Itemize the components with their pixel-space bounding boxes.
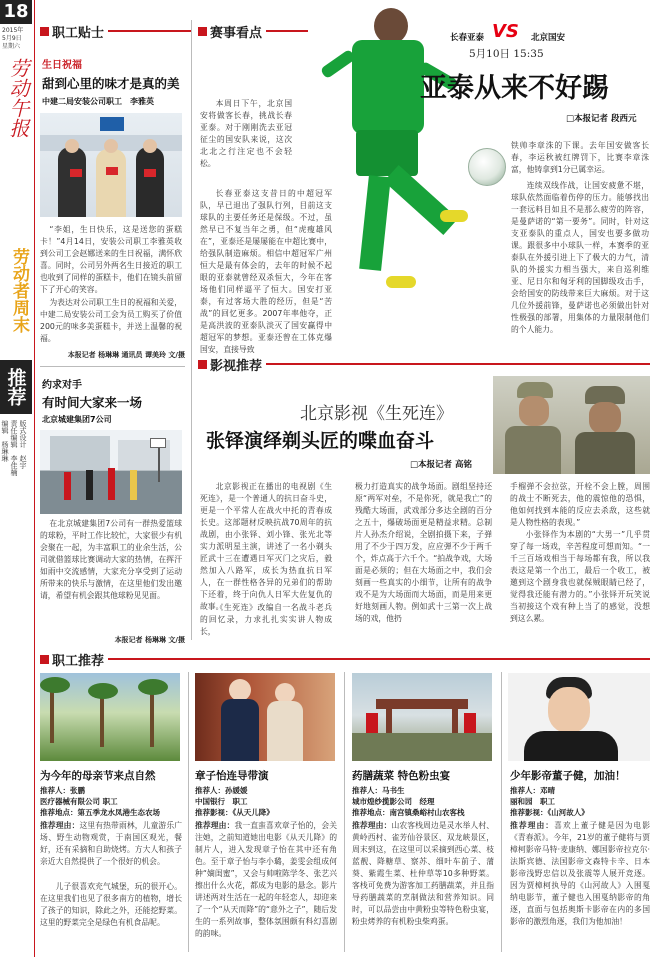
rec-4-title: 少年影帝董子健，加油！ bbox=[510, 770, 626, 782]
rec-2-photo bbox=[195, 673, 335, 761]
birthday-byline: 本报记者 杨琳琳 通讯员 谭美玲 文/摄 bbox=[67, 351, 185, 359]
rec-3-meta: 推荐人：马书生 城市煌纱揽影公司 经理 推荐地点：南宫镇桑峪村山农客栈 bbox=[352, 786, 465, 817]
rec-1-meta: 推荐人：张鹏 医疗器械有限公司 职工 推荐地点：第五季龙水凤港生态农场 bbox=[40, 786, 160, 817]
match-body-2: 长春亚泰这支昔日的中超冠军队，早已退出了强队行列，目前这支球队的主要任务还是保级。不过，虽然早已不复当年之勇，但“虎瘦雄风在”，亚泰还是屡屡能在中超比赛中，给强队制造麻烦。相信中超冠军广州恒大是最有体会的，去年的时候不起眼的亚泰就曾经双杀恒大，今年在客场他们同样逼平了恒大。国安打亚泰，有过客场大胜的经历，但是“苦战”的回忆更多。2007年率他夺，正是高洪波的亚泰队淡灭了国安赢得中超冠军的梦想。亚泰还曾在工体克爆国安，直接导致 bbox=[200, 189, 332, 354]
match-invite-title: 有时间大家来一场 bbox=[42, 395, 143, 410]
film-col-2: 极力打造真实的战争场面。剧组坚持还原“两军对垒，不是你死，就是我亡”的残酷大场面，武戏部分多达全剧的百分之五十，爆破场面更是精益求精。总制片人孙杰介绍说，全剧拍摄下来，子弹用了不少于四万发，应应弹不少于两千个，炸点高于六千个。“拍战争戏，大场面是必须的；但在大场面之中，我们会刻画一些真实的小细节，让所有的战争戏不是为大场面而大场面，而是用来更好地刻画人物。例如武十三第一次上战场的戏，他扔 bbox=[355, 482, 492, 623]
rec-2-meta: 推荐人：孙媛媛 中国银行 职工 推荐影视：《从天儿降》 bbox=[195, 786, 274, 817]
team-away: 北京国安 bbox=[531, 33, 566, 43]
film-col-3: 手榴弹不会拉弦，开栓不会上膛，周围的战士不断死去，他的震惊他的恐惧，他如何找到本能的反应去杀敌，这些就是人物性格的表现。” bbox=[510, 482, 650, 527]
invite-body: 在北京城建集团7公司有一群热爱篮球的球粉，平时工作比较忙，大家很少有机会聚在一起，为丰富职工的业余生活，公司就借篮球比赛调动大家的热情，在挥汗如雨中交流感情，大家充分享受到了运动所带来的快乐与激情，在这里他们发出邀请，希望有机会跟其他球粉见见面。 bbox=[40, 519, 182, 600]
staff-tips-header: 职工贴士 bbox=[40, 22, 192, 40]
paper-logo: 劳动午报 bbox=[6, 58, 30, 138]
rec-3-reason: 推荐理由：山农客栈周边是灵水举人村、黄岭西村、雀芳仙谷景区、双龙峡景区，周末到这，在这里可以采摘到西心菜、枝蓝靓、降糖草、察苏、细叶车前子、蒲葵、紫霞生菜、杜仲草等10多种野菜。客栈可免费为游客加工药膳蔬菜，并且指导药膳蔬菜的烹制做法和营养知识。同时，可以品尝由中黄粉虫等特色粉虫宴，粉虫烤养的有机粉虫柴鸡蛋。 bbox=[352, 821, 495, 926]
issue-date: 2015年 5月9日 星期六 bbox=[2, 27, 24, 50]
film-still bbox=[493, 376, 650, 474]
film-col-3b: 小张铎作为本剧的“大男一”几乎贯穿了每一场戏，辛苦程度可想而知。“一千三百场戏相当于每场都有我，所以我表这是第一个出工，最后一个收工，被邀到这个剧身我也就保贼眼睛已经了，觉得我还能有潜力的。”小张铎开玩笑说当初接这个戏有种上当了的感觉，没想到这么累。 bbox=[510, 530, 650, 623]
basketball-photo bbox=[40, 430, 182, 514]
birthday-body-1: “李姐，生日快乐，这是送您的蛋糕卡！”4月14日，安装公司职工李雅英收到公司工会赵娜送来的生日祝福，满怀欣喜。同时，公司另外两名生日接近的职工也收到了同样的蛋糕卡，他们在镜头前留下了开心的笑容。 bbox=[40, 225, 182, 294]
match-kicker-2: 约求对手 bbox=[42, 380, 82, 391]
match-headline: 亚泰从来不好踢 bbox=[420, 73, 609, 104]
rec-3-photo bbox=[352, 673, 492, 761]
rec-2-reason: 推荐理由：我一直蛮喜欢章子怡的，会关注她，之前知道她出电影《从天儿降》的制片人，进入发现章子怡在其中还有角色。至于章子怡与李小璐，姜雯会组成何种“嫡闺蜜”，又会与帅啦陈学冬、张艺兴擦出什么火花，都成为电影的悬念。影片讲述两对生活在一起的年轻恋人，却迎来了一个“从天而降”的“意外之子”，随后发生的一系列故事，整体氛围颇有科幻喜剧的韵味。 bbox=[195, 821, 338, 938]
team-home: 长春亚泰 bbox=[450, 33, 485, 43]
editor-credits: 版式设计 赵宇 责任编辑 李佳楠 编辑 杨琳琳 bbox=[1, 420, 27, 476]
film-col-1b: 《生死连》改编自一名战斗老兵的回忆录，力求扎扎实实讲人物成长， bbox=[200, 603, 332, 636]
match-header: 赛事看点 bbox=[198, 22, 308, 40]
vs-label: VS bbox=[492, 21, 519, 42]
match-body-1: 本周日下午，北京国安将做客长春，挑战长春亚泰。对于刚刚洗去亚冠征尘的国安队来说，这次北北之行注定也不会轻松。 bbox=[200, 99, 292, 168]
invite-byline: 本报记者 杨琳琳 文/摄 bbox=[114, 636, 185, 644]
rec-3-title: 药膳蔬菜 特色粉虫宴 bbox=[352, 770, 451, 782]
film-headline: 张铎演绎剃头匠的喋血奋斗 bbox=[206, 430, 435, 452]
birthday-body-2: 为表达对公司职工生日的祝福和关爱，中建二局安装公司工会为员工购买了价值200元的味多美蛋糕卡，并送上温馨的祝福。 bbox=[40, 298, 182, 343]
rec-4-reason: 推荐理由：喜欢上董子健是因为电影《青春派》。今年，21岁的董子健将与贾樟柯影帝马特·麦康纳、娜国影帝拉克尔·法斯宾德、法国影帝文森特卡辛、日本影帝浅野忠信以及张震等人展开竞逐。因为贾樟柯执导的《山河故人》入围戛纳电影节，董子健也入围戛纳影帝的角逐，直面与包括奥斯卡影帝在内的多国影帝的激烈角逐，我们为他加油！ bbox=[510, 821, 651, 926]
birthday-photo bbox=[40, 113, 182, 217]
rec-1-title: 为今年的母亲节来点自然 bbox=[40, 770, 156, 782]
match-byline: □本报记者 段西元 bbox=[566, 114, 637, 124]
match-body-3: 铁帅李章洙的下课。去年国安做客长春，李运秋被红牌罚下，比赛李章洙富，他铸拿到1分已属幸运。 bbox=[511, 141, 649, 174]
rec-1-body-2: 儿子很喜欢充气城堡，玩的很开心。在这里我们也见了很多南方的植物，增长了孩子的知识，除此之外，还能挖野菜。这里的野菜完全是绿色有机食品呢。 bbox=[40, 882, 182, 927]
rec-4-photo bbox=[508, 673, 650, 761]
invite-org: 北京城建集团7公司 bbox=[42, 415, 112, 424]
recommend-tag: 推荐 bbox=[0, 360, 32, 414]
column-name: 劳动者周末 bbox=[9, 248, 29, 333]
film-kicker: 北京影视《生死连》 bbox=[300, 404, 453, 424]
birthday-org: 中建二局安装公司职工 李雅英 bbox=[42, 97, 154, 106]
birthday-kicker: 生日祝福 bbox=[42, 60, 82, 71]
football-icon bbox=[468, 148, 506, 186]
page-number-box: 18 bbox=[0, 0, 32, 24]
film-byline: □本报记者 高铭 bbox=[410, 460, 472, 470]
rec-4-meta: 推荐人：邓晴 丽和园 职工 推荐影视：《山河故人》 bbox=[510, 786, 589, 817]
film-header: 影视推荐 bbox=[198, 355, 650, 373]
rec-1-reason: 推荐理由：这里有热带雨林，儿童游乐广场、野生动物观赏，于南国区观光，餐好，还有采摘和自助烧烤。方大人和孩子亲近大自然提供了一个很好的机会。 bbox=[40, 821, 183, 866]
rec-1-photo bbox=[40, 673, 180, 761]
match-datetime: 5月10日 15:35 bbox=[469, 48, 544, 60]
birthday-title: 甜到心里的味才是真的美 bbox=[42, 76, 180, 91]
film-col-1: 北京影视正在播出的电视剧《生死连》，是一个普通人的抗日奋斗史，更是一个平常人在战火中托的青春成长史。这部题材反映抗战70周年的抗战剧，由小张铎、刘小锋、张光北等实力派明星主演，讲述了一名小剃头匠武十三在遭遇日军灭门之灾后，毅然加入八路军，成长为热血抗日军人，在一群性格各异的兄弟们的帮助下还着，终于向仇人日军大佐复仇的故事。 bbox=[200, 482, 332, 611]
rec-2-title: 章子怡连导带演 bbox=[195, 770, 269, 782]
recommend-header: 职工推荐 bbox=[40, 650, 650, 668]
match-body-4: 连续双线作战，让国安疲惫不堪，球队依然面临着伤停的压力。能够找出一套远料目如且不是那么疲劳的阵容，是曼萨诺的“第一要务”。同时，针对这支亚泰队的重点人，国安也要多做功课。跟很多中小球队一样，本赛季的亚泰队在外援引进上下了极大的力气，清队的外援实力相当强大，来自巡利维亚、尼日尔和匈牙利的国脚级攻击手，会给国安的防线带来巨大麻烦。对于这几位外援前锋，曼萨诺也必须做出针对性极强的部署，用集体的力量限制他们的个人能力。 bbox=[511, 181, 649, 334]
